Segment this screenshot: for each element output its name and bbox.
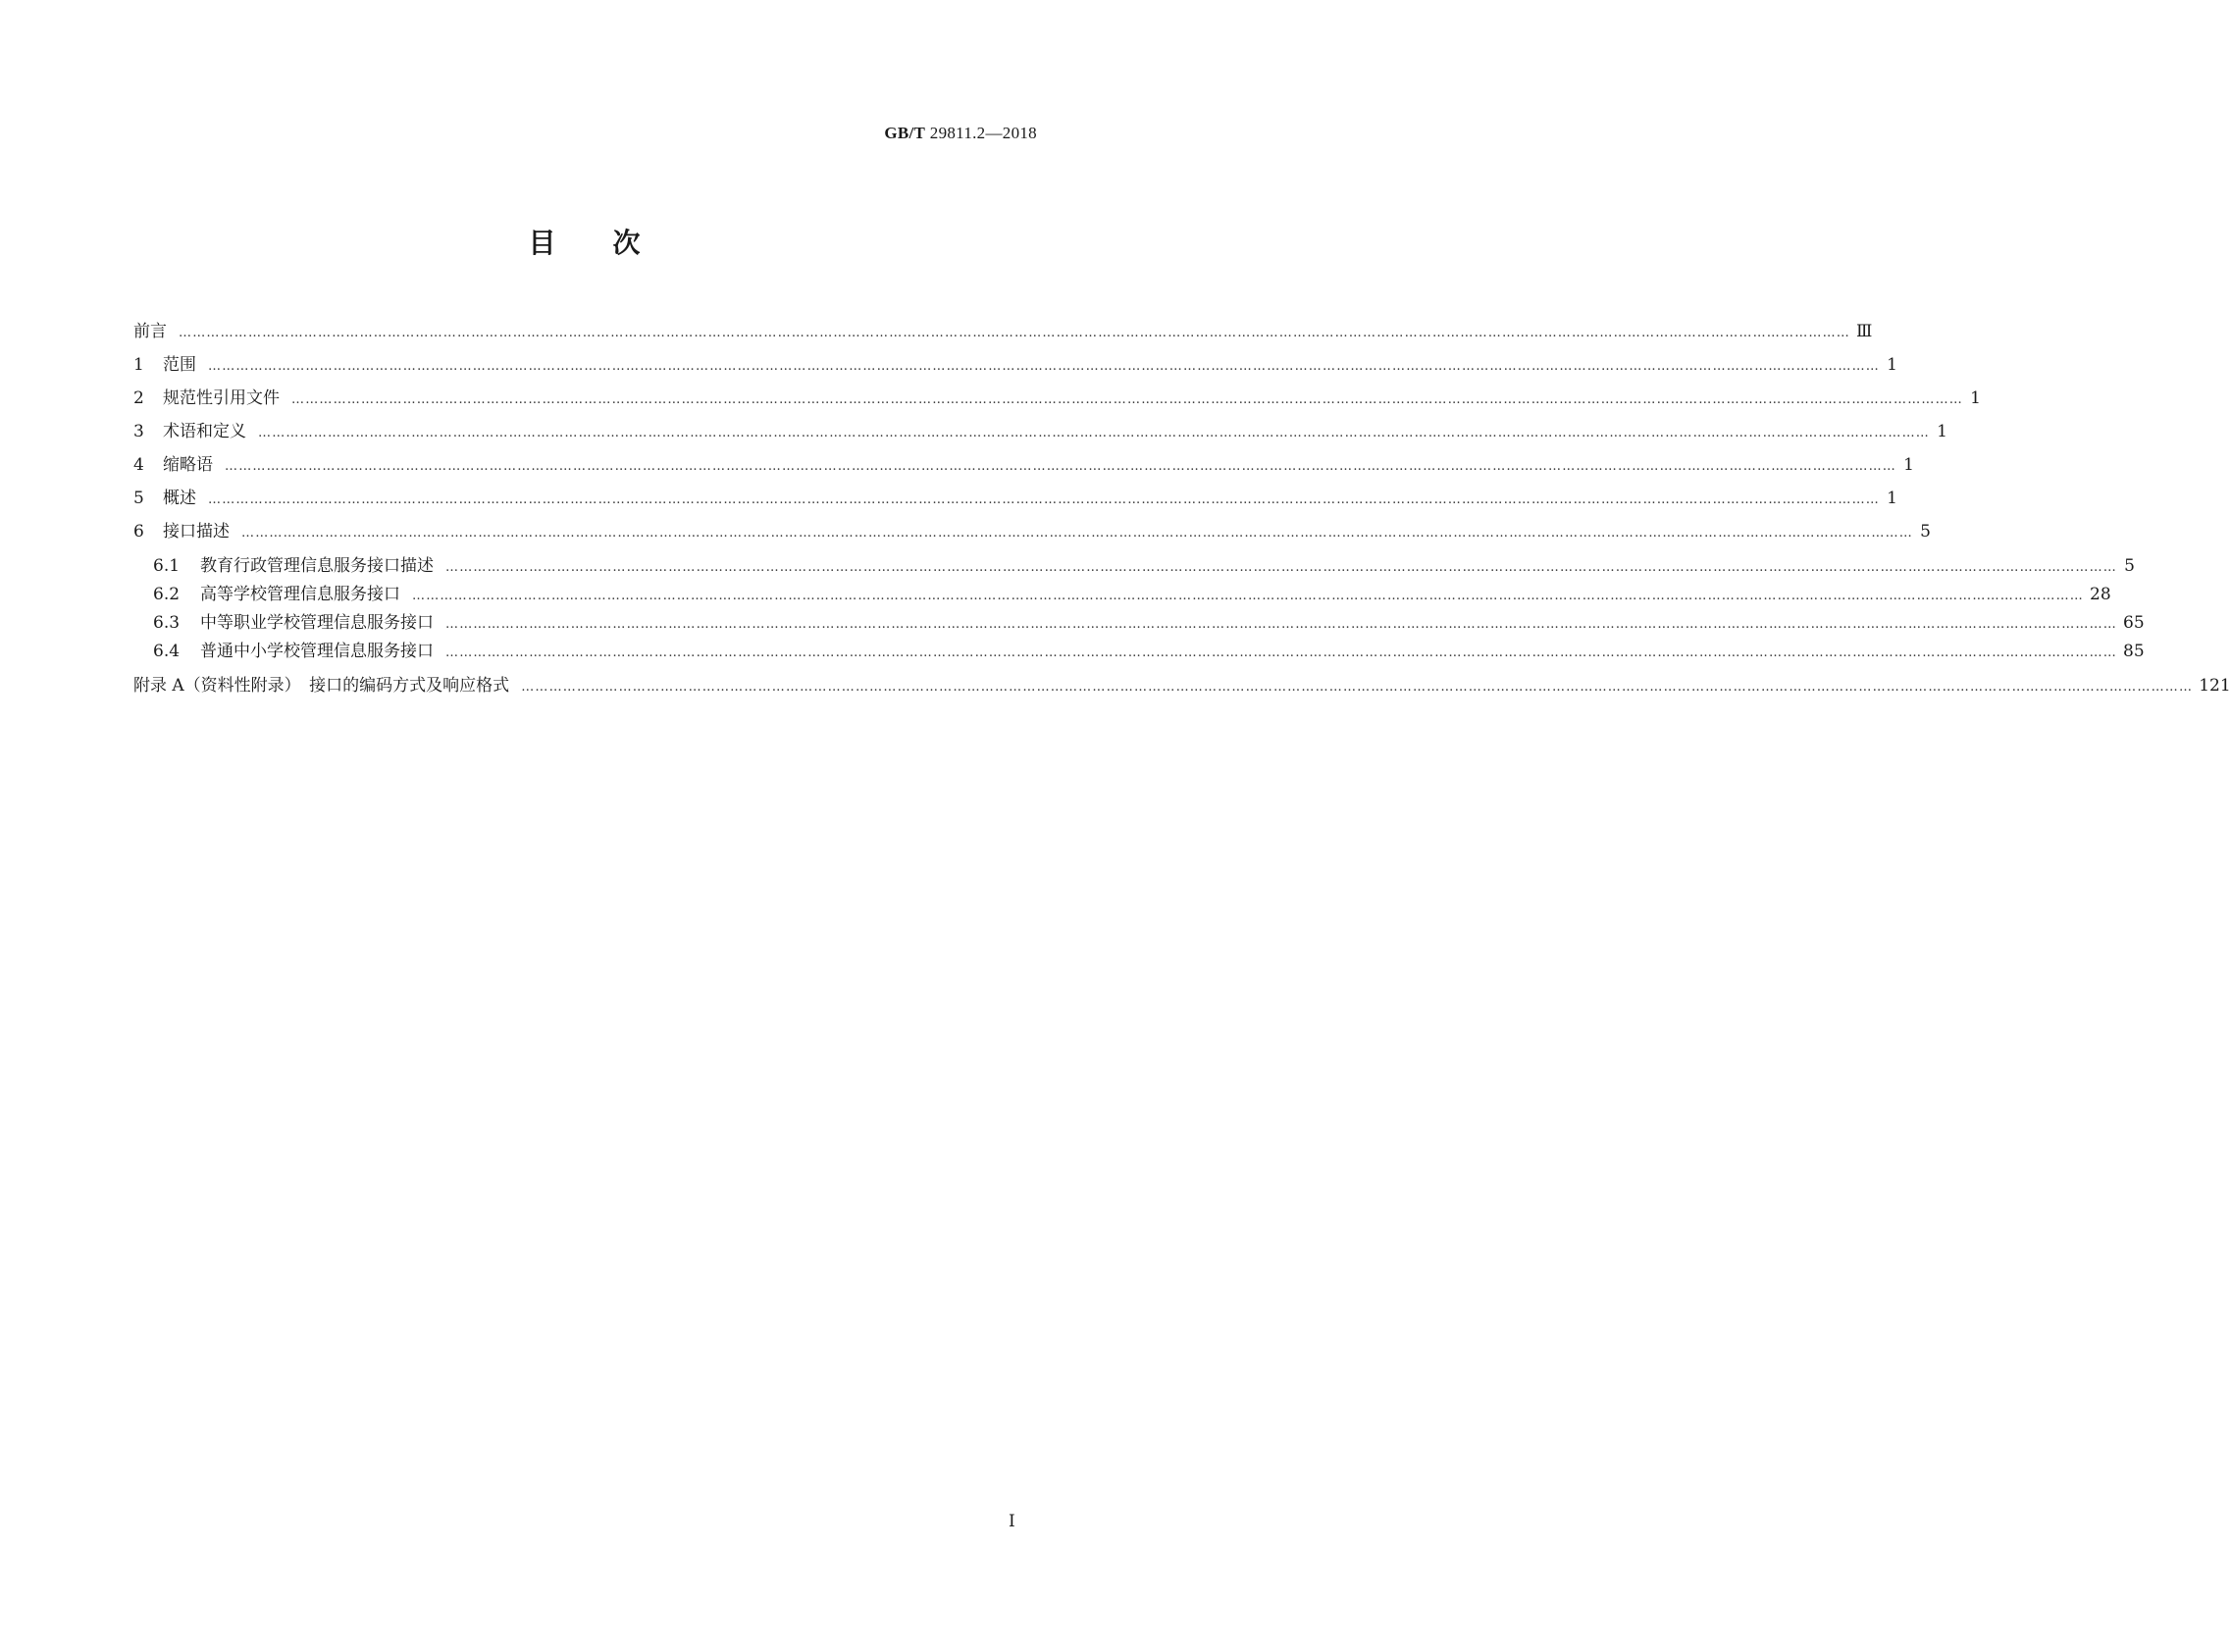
toc-leader-dots: ……………………………………………………………………………………………………………………………………………………………………………………………………………………………………………………………………………………………………………………………… [445, 645, 2117, 660]
toc-entry-page: 85 [2123, 642, 2145, 661]
toc-entry-page: 5 [1920, 522, 1931, 542]
standard-code: 29811.2—2018 [929, 124, 1037, 142]
toc-entry[interactable] [133, 420, 1947, 443]
toc-entry[interactable] [133, 353, 1897, 377]
toc-entry-label: 高等学校管理信息服务接口 [200, 585, 400, 604]
toc-entry-page: 1 [1903, 455, 1914, 475]
toc-entry-label: 概述 [163, 489, 196, 508]
toc-entry-number: 6.1 [153, 556, 181, 576]
toc-entry[interactable] [133, 320, 1873, 343]
toc-entry-number: 6.2 [153, 585, 181, 604]
toc-entry[interactable] [133, 554, 2135, 578]
toc-entry-page: 65 [2123, 613, 2145, 633]
toc-entry-label: 缩略语 [163, 455, 213, 475]
toc-entry-number: 6.3 [153, 613, 181, 633]
toc-leader-dots: ……………………………………………………………………………………………………………………………………………………………………………………………………………………………………………………………………………………………………………………………… [521, 680, 2194, 695]
toc-leader-dots: ……………………………………………………………………………………………………………………………………………………………………………………………………………………………………………………………………………………………………………………………… [179, 326, 1850, 340]
toc-entry-page: 121 [2199, 676, 2231, 696]
toc-entry-label: 范围 [163, 355, 196, 375]
toc-leader-dots: ……………………………………………………………………………………………………………………………………………………………………………………………………………………………………………………………………………………………………………………………… [445, 617, 2117, 632]
toc-entry-label: 规范性引用文件 [163, 388, 280, 408]
toc-entry[interactable] [133, 611, 2145, 635]
toc-entry[interactable] [133, 387, 1981, 410]
page-title: 目次 [528, 227, 698, 259]
toc-leader-dots: ……………………………………………………………………………………………………………………………………………………………………………………………………………………………………………………………………………………………………………………………… [208, 492, 1880, 507]
toc-entry-page: 1 [1970, 388, 1981, 408]
toc-leader-dots: ……………………………………………………………………………………………………………………………………………………………………………………………………………………………………………………………………………………………………………………………… [258, 426, 1930, 440]
toc-leader-dots: ……………………………………………………………………………………………………………………………………………………………………………………………………………………………………………………………………………………………………………………………… [208, 359, 1880, 374]
standard-prefix: GB/T [884, 124, 926, 142]
toc-entry-label: 术语和定义 [163, 422, 246, 441]
toc-entry-label: 接口描述 [163, 522, 230, 542]
toc-leader-dots: ……………………………………………………………………………………………………………………………………………………………………………………………………………………………………………………………………………………………………………………………… [445, 560, 2117, 575]
toc-entry[interactable] [133, 583, 2111, 606]
page-number: I [1009, 1512, 1015, 1531]
toc-entry-label: 附录 A（资料性附录） 接口的编码方式及响应格式 [133, 676, 510, 696]
standard-number [884, 124, 1037, 143]
toc-entry[interactable] [133, 640, 2145, 663]
toc-entry-label: 教育行政管理信息服务接口描述 [200, 556, 434, 576]
toc-entry-page: Ⅲ [1856, 322, 1873, 341]
toc-entry-number: 6.4 [153, 642, 181, 661]
toc-entry-number: 6 [133, 522, 144, 542]
toc-entry-number: 4 [133, 455, 144, 475]
toc-entry-page: 28 [2090, 585, 2111, 604]
toc-entry-page: 1 [1887, 355, 1897, 375]
toc-entry-label: 普通中小学校管理信息服务接口 [200, 642, 434, 661]
toc-entry-number: 2 [133, 388, 144, 408]
toc-leader-dots: ……………………………………………………………………………………………………………………………………………………………………………………………………………………………………………………………………………………………………………………………… [225, 459, 1896, 474]
toc-entry[interactable] [133, 674, 2231, 697]
toc-entry-number: 1 [133, 355, 144, 375]
toc-leader-dots: ……………………………………………………………………………………………………………………………………………………………………………………………………………………………………………………………………………………………………………………………… [412, 589, 2084, 603]
toc-entry-page: 1 [1887, 489, 1897, 508]
toc-entry-label: 中等职业学校管理信息服务接口 [200, 613, 434, 633]
toc-leader-dots: ……………………………………………………………………………………………………………………………………………………………………………………………………………………………………………………………………………………………………………………………… [241, 526, 1913, 541]
toc-entry[interactable] [133, 487, 1897, 510]
toc-entry-label: 前言 [133, 322, 167, 341]
toc-leader-dots: ……………………………………………………………………………………………………………………………………………………………………………………………………………………………………………………………………………………………………………………………… [291, 392, 1963, 407]
toc-entry-number: 5 [133, 489, 144, 508]
toc-entry-page: 1 [1937, 422, 1947, 441]
toc-entry-number: 3 [133, 422, 144, 441]
toc-entry[interactable] [133, 520, 1931, 543]
toc-entry[interactable] [133, 453, 1914, 477]
toc-entry-page: 5 [2124, 556, 2135, 576]
